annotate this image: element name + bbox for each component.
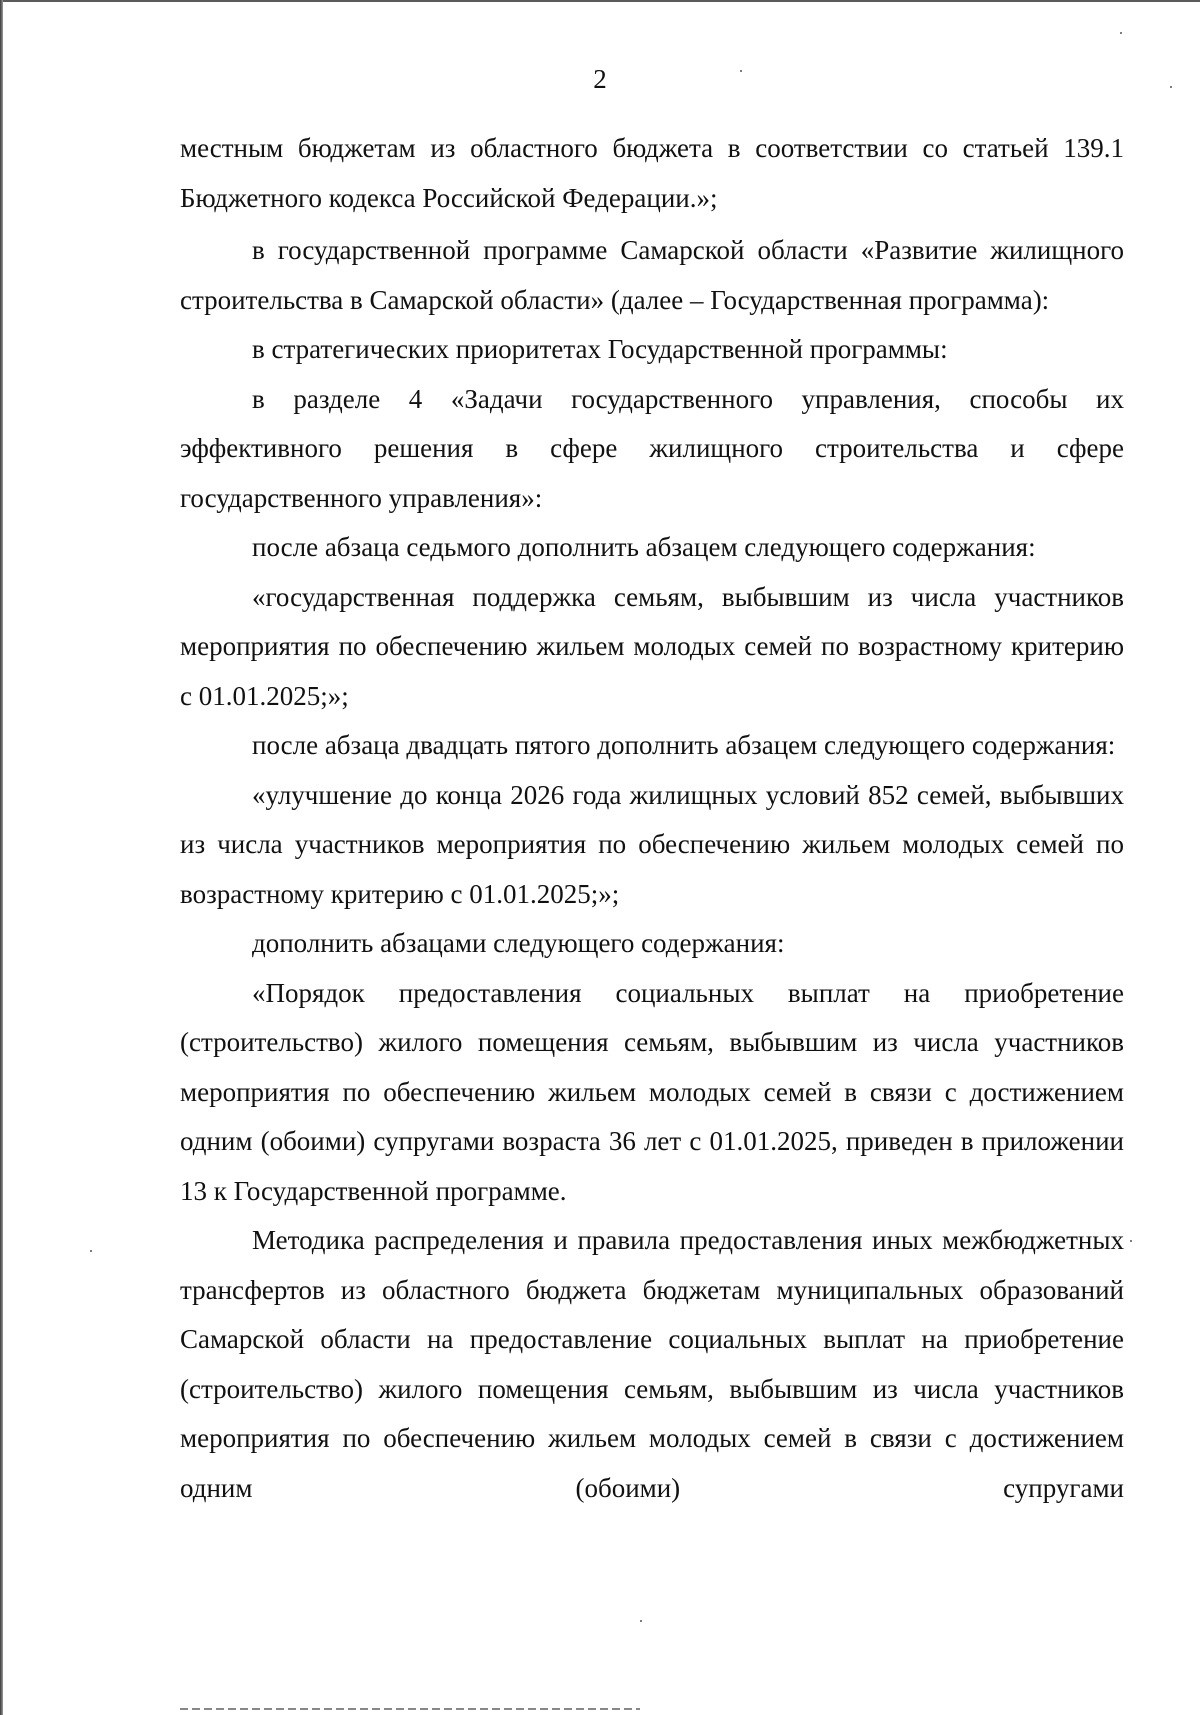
scan-speck <box>1120 32 1122 34</box>
scan-edge-top <box>0 0 1200 2</box>
paragraph-state-program: в государственной программе Самарской области «Развитие жилищного строительства в Самарской области» (далее – Государственная программа): <box>180 235 1124 315</box>
page-number: 2 <box>593 64 607 94</box>
scan-speck <box>90 1250 92 1252</box>
paragraph-after-seventh: после абзаца седьмого дополнить абзацем следующего содержания: <box>252 532 1036 562</box>
scan-bottom-artifact <box>180 1708 640 1710</box>
paragraph-strategic-priorities: в стратегических приоритетах Государственной программы: <box>252 334 948 364</box>
paragraph-methodology: Методика распределения и правила предоставления иных межбюджетных трансфертов из областного бюджета бюджетам муниципальных образований Самарской области на предоставление социальных выплат на приобретение (строительство) жилого помещения семьям, выбывшим из числа участников мероприятия по обеспечению жильем молодых семей в связи с достижением одним (обоими) супругами <box>180 1225 1124 1503</box>
paragraph-state-support: «государственная поддержка семьям, выбывшим из числа участников мероприятия по обеспечению жильем молодых семей по возрастному критерию с 01.01.2025;»; <box>180 581 1124 711</box>
paragraph-housing-improvement: «улучшение до конца 2026 года жилищных условий 852 семей, выбывших из числа участников мероприятия по обеспечению жильем молодых семей по возрастному критерию с 01.01.2025;»; <box>180 779 1124 909</box>
document-body <box>180 124 1124 1513</box>
scan-speck <box>1130 1240 1132 1242</box>
scan-speck <box>640 1620 642 1622</box>
paragraph-section-4: в разделе 4 «Задачи государственного управления, способы их эффективного решения в сфере жилищного строительства и сфере государственного управления»: <box>180 383 1124 513</box>
paragraph-add-paragraphs: дополнить абзацами следующего содержания: <box>252 928 785 958</box>
paragraph-budget-code: местным бюджетам из областного бюджета в соответствии со статьей 139.1 Бюджетного кодекса Российской Федерации.»; <box>180 133 1124 213</box>
paragraph-after-twenty-fifth: после абзаца двадцать пятого дополнить абзацем следующего содержания: <box>252 730 1116 760</box>
paragraph-payment-procedure: «Порядок предоставления социальных выплат на приобретение (строительство) жилого помещения семьям, выбывшим из числа участников мероприятия по обеспечению жильем молодых семей в связи с достижением одним (обоими) супругами возраста 36 лет с 01.01.2025, приведен в приложении 13 к Государственной программе. <box>180 977 1124 1206</box>
scan-edge-left <box>0 0 3 1715</box>
